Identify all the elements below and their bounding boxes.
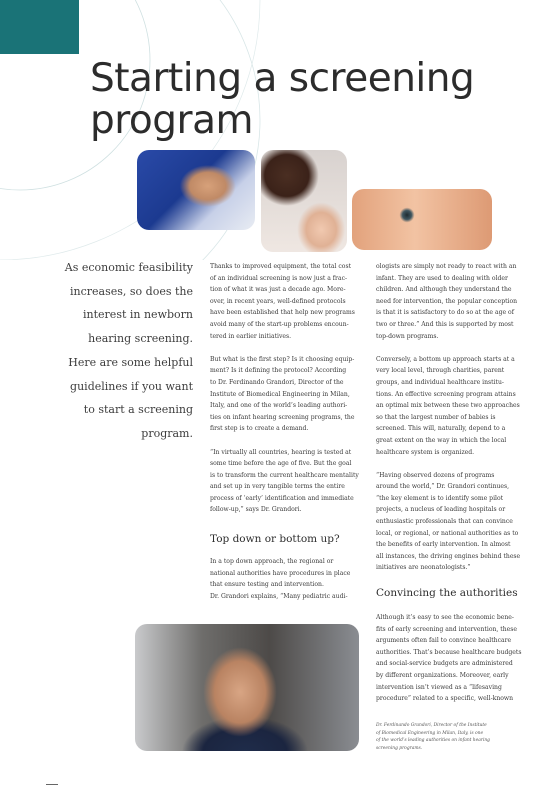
subheading-top-down: Top down or bottom up? — [210, 533, 340, 545]
intro-pullquote: As economic feasibility increases, so does the interest in newborn hearing screening. Here are some helpful guidelines if you want to start a screening program. — [64, 261, 193, 440]
paragraph: ologists are simply not ready to react with an infant. They are used to dealing with older children. And although they understand the need for intervention, the popular conception is that it is satisfactory to do so at the age of two or three.” And this is supported by most top-down programs. — [376, 263, 518, 340]
baby-eye-photo — [352, 189, 492, 250]
body-column-1 — [210, 261, 364, 528]
body-column-2 — [376, 261, 528, 586]
paragraph: Although it’s easy to see the economic bene- fits of early screening and intervention, these arguments often fail to convince healthcare authorities. That’s because healthcare budgets and social-service budgets are administered by different organizations. Moreover, early intervention isn’t viewed as a “lifesaving procedure” related to a specific, well-known — [376, 614, 522, 703]
paragraph: But what is the first step? Is it choosing equip- ment? Is it defining the protocol? According to Dr. Ferdinando Grandori, Director of the Institute of Biomedical Engineering in Milan, Italy, and one of the world’s leading authori- ties on infant hearing screening programs, the first step is to create a demand. — [210, 355, 355, 433]
quote-paragraph: “In virtually all countries, hearing is tested at some time before the age of five. But the goal is to transform the current healthcare mentality and set up in very tangible terms the entire process of ‘early’ identification and immediate follow-up,” says Dr. Grandori. — [210, 448, 359, 514]
subheading-convincing-authorities: Convincing the authorities — [376, 587, 518, 599]
footer-rule — [46, 784, 58, 785]
body-column-1-continued — [210, 556, 364, 614]
paragraph: In a top down approach, the regional or national authorities have procedures in place that ensure testing and intervention. Dr. Grandori explains, “Many pediatric audi- — [210, 558, 351, 600]
page-title: Starting a screening program — [90, 56, 475, 143]
portrait-photo-dr-grandori — [135, 624, 359, 751]
body-column-2-continued — [376, 612, 528, 716]
parent-and-baby-photo — [261, 150, 347, 252]
quote-paragraph: “Having observed dozens of programs around the world,” Dr. Grandori continues, “the key element is to identify some pilot projects, a nucleus of leading hospitals or enthusiastic professionals that can convince local, or regional, or national authorities as to the benefits of early intervention. In almost all instances, the driving engines behind these initiatives are neonatologists.” — [376, 471, 521, 572]
photo-caption: Dr. Ferdinando Grandori, Director of the Institute of Biomedical Engineering in Milan, Italy, is one of the world’s leading authorities on infant hearing screening programs. — [376, 723, 490, 751]
paragraph: Thanks to improved equipment, the total cost of an individual screening is now just a frac- tion of what it was just a decade ago. More- over, in recent years, well-defined protocols have been established that help new programs avoid many of the start-up problems encoun- tered in earlier initiatives. — [210, 263, 355, 340]
paragraph: Conversely, a bottom up approach starts at a very local level, through charities, parent groups, and individual healthcare institu- tions. An effective screening program attains an optimal mix between these two approaches so that the largest number of babies is screened. This will, naturally, depend to a great extent on the way in which the local healthcare system is organized. — [376, 355, 520, 456]
baby-in-blanket-photo — [137, 150, 255, 230]
accent-block — [0, 0, 79, 54]
